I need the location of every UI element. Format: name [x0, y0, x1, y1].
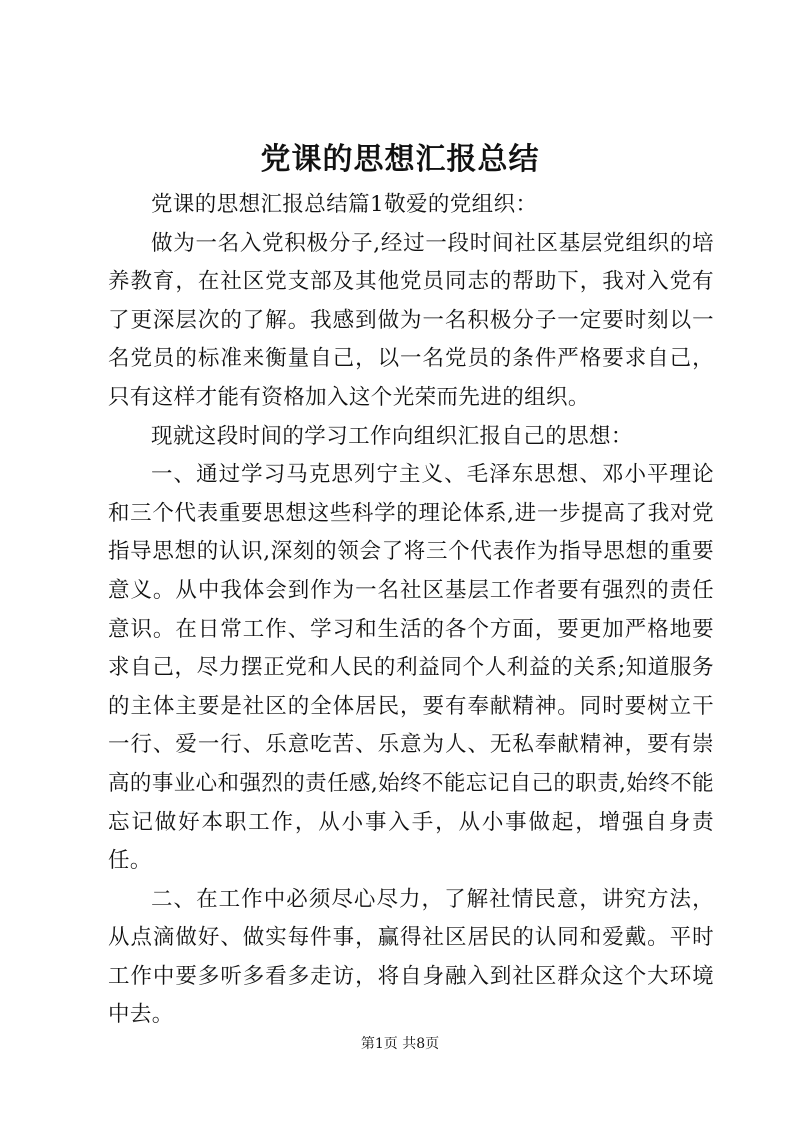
paragraph-point-one: 一、通过学习马克思列宁主义、毛泽东思想、邓小平理论和三个代表重要思想这些科学的理论体系,进一步提高了我对党指导思想的认识,深刻的领会了将三个代表作为指导思想的重要意义。从中我体会到作为一名社区基层工作者要有强烈的责任意识。在日常工作、学习和生活的各个方面，要更加严格地要求自己，尽力摆正党和人民的利益同个人利益的关系;知道服务的主体主要是社区的全体居民，要有奉献精神。同时要树立干一行、爱一行、乐意吃苦、乐意为人、无私奉献精神，要有崇高的事业心和强烈的责任感,始终不能忘记自己的职责,始终不能忘记做好本职工作，从小事入手，从小事做起，增强自身责任。	[108, 462, 714, 874]
paragraph-point-two: 二、在工作中必须尽心尽力，了解社情民意，讲究方法，从点滴做好、做实每件事，赢得社区居民的认同和爱戴。平时工作中要多听多看多走访，将自身融入到社区群众这个大环境中去。	[108, 886, 714, 1028]
document-body	[108, 186, 714, 1035]
paragraph-greeting: 党课的思想汇报总结篇1敬爱的党组织：	[151, 192, 538, 217]
paragraph-introduction: 做为一名入党积极分子,经过一段时间社区基层党组织的培养教育，在社区党支部及其他党员同志的帮助下，我对入党有了更深层次的了解。我感到做为一名积极分子一定要时刻以一名党员的标准来衡量自己，以一名党员的条件严格要求自己，只有这样才能有资格加入这个光荣而先进的组织。	[108, 230, 714, 410]
page-number-footer: 第1页 共8页	[360, 1036, 440, 1052]
paragraph-report-lead: 现就这段时间的学习工作向组织汇报自己的思想：	[151, 423, 633, 449]
document-title: 党课的思想汇报总结	[260, 142, 540, 177]
